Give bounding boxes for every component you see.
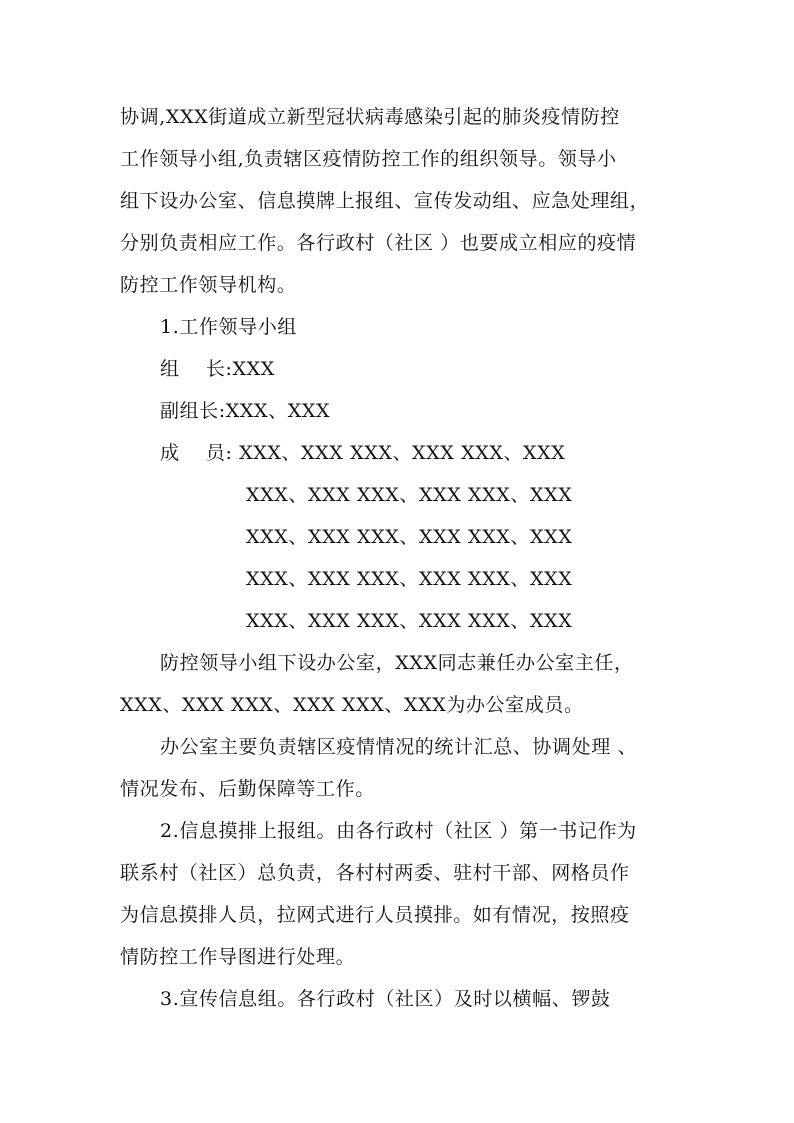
paragraph-line: 防控领导小组下设办公室，XXX同志兼任办公室主任，	[160, 652, 634, 674]
members-row: XXX、XXX XXX、XXX XXX、XXX	[246, 568, 573, 590]
paragraph-line: 3.宣传信息组。各行政村（社区）及时以横幅、锣鼓	[160, 988, 611, 1010]
section-heading: 1.工作领导小组	[160, 316, 297, 338]
paragraph-line: 分别负责相应工作。各行政村（社区 ）也要成立相应的疫情	[120, 232, 637, 254]
paragraph-line: 办公室主要负责辖区疫情情况的统计汇总、协调处理 、	[160, 736, 638, 758]
members-row: XXX、XXX XXX、XXX XXX、XXX	[246, 484, 573, 506]
paragraph-line: 组下设办公室、信息摸牌上报组、宣传发动组、应急处理组，	[120, 190, 650, 212]
members-line: 成 员: XXX、XXX XXX、XXX XXX、XXX	[160, 442, 566, 464]
leader-line: 组 长:XXX	[160, 358, 275, 380]
members-row: XXX、XXX XXX、XXX XXX、XXX	[246, 610, 573, 632]
paragraph-line: 2.信息摸排上报组。由各行政村（社区 ）第一书记作为	[160, 820, 637, 842]
members-row: XXX、XXX XXX、XXX XXX、XXX	[246, 526, 573, 548]
paragraph-line: 防控工作领导机构。	[120, 274, 297, 296]
paragraph-line: 协调,XXX街道成立新型冠状病毒感染引起的肺炎疫情防控	[120, 106, 620, 128]
paragraph-line: 联系村（社区）总负责，各村村两委、驻村干部、网格员作	[120, 862, 630, 884]
deputy-leader-line: 副组长:XXX、XXX	[160, 400, 331, 422]
paragraph-line: 情防控工作导图进行处理。	[120, 946, 356, 968]
paragraph-line: 工作领导小组,负责辖区疫情防控工作的组织领导。领导小	[120, 148, 617, 170]
paragraph-line: XXX、XXX XXX、XXX XXX、XXX为办公室成员。	[120, 694, 584, 716]
paragraph-line: 情况发布、后勤保障等工作。	[120, 778, 375, 800]
paragraph-line: 为信息摸排人员，拉网式进行人员摸排。如有情况，按照疫	[120, 904, 630, 926]
